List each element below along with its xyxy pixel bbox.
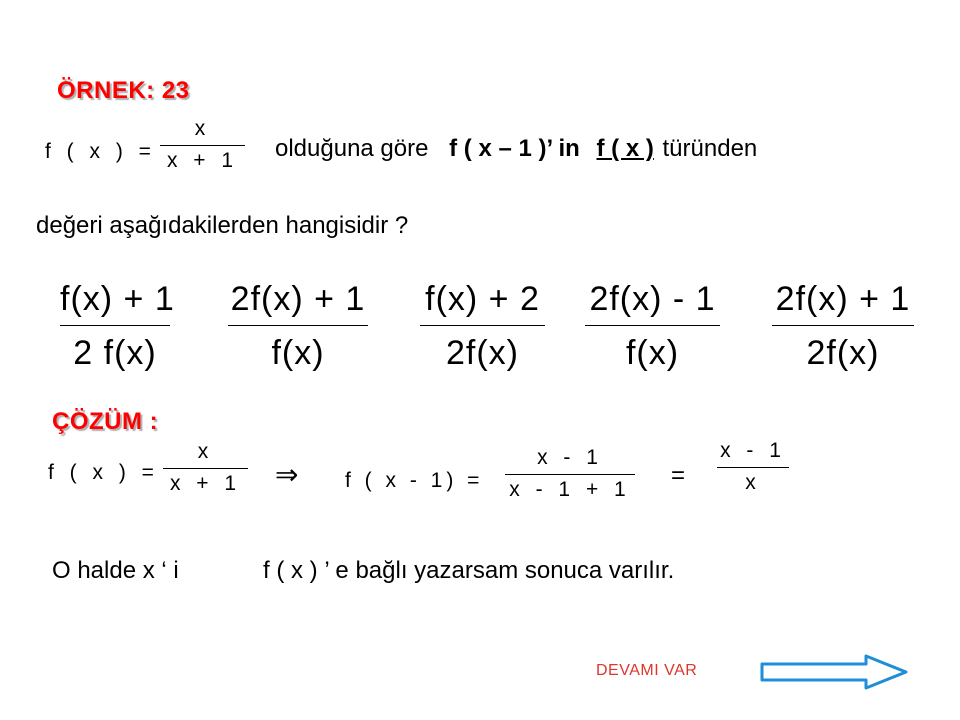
solution-heading: ÇÖZÜM : [52,408,159,435]
solution-frac2-numerator: x - 1 [537,446,603,469]
fraction-bar [505,474,635,475]
solution-frac3-numerator: x - 1 [720,439,786,462]
fraction-bar [228,325,368,326]
example-heading: ÖRNEK: 23 [57,77,190,104]
question-bold1: f ( x – 1 )’ in [449,135,580,162]
option-b [228,280,368,373]
fraction-bar [717,467,789,468]
solution-fraction2 [505,446,635,502]
equals-sign: = [671,462,686,489]
option-d-denominator: f(x) [625,334,680,372]
question-text1: olduğuna göre [275,135,429,162]
conclusion-part1: O halde x ‘ i [52,557,179,584]
option-d-numerator: 2f(x) - 1 [589,280,716,318]
fraction-bar [585,325,720,326]
fraction-bar [772,325,914,326]
continue-label: DEVAMI VAR [596,662,698,679]
fraction-bar [160,145,245,146]
fraction-bar [163,468,248,469]
question-lhs: f ( x ) = [45,140,156,163]
option-c-denominator: 2f(x) [446,334,519,372]
question-frac-numerator: x [194,117,211,140]
solution-frac2-denominator: x - 1 + 1 [509,478,631,501]
fraction-bar [60,325,170,326]
right-arrow-icon[interactable] [758,652,910,692]
option-e-denominator: 2f(x) [806,334,880,372]
option-c [420,280,545,373]
question-bold2: f ( x ) [596,135,654,162]
solution-fraction3 [717,439,789,495]
option-d [585,280,720,373]
solution-frac3-denominator: x [745,471,761,494]
option-e [772,280,914,373]
question-text-line2: değeri aşağıdakilerden hangisidir ? [36,212,409,239]
option-a-numerator: f(x) + 1 [60,280,175,318]
solution-frac1-denominator: x + 1 [169,472,242,495]
conclusion-part2: f ( x ) ’ e bağlı yazarsam sonuca varılır. [263,557,675,584]
question-fraction [160,117,245,173]
solution-lhs2: f ( x - 1) = [345,469,484,492]
option-c-numerator: f(x) + 2 [425,280,540,318]
fraction-bar [420,325,545,326]
option-e-numerator: 2f(x) + 1 [775,280,911,318]
implies-symbol: ⇒ [275,459,299,490]
solution-lhs1: f ( x ) = [48,461,159,484]
solution-frac1-numerator: x [197,440,214,463]
option-a-denominator: 2 f(x) [73,334,157,372]
option-a [60,280,175,373]
solution-fraction1 [163,440,248,496]
option-b-numerator: 2f(x) + 1 [230,280,366,318]
question-frac-denominator: x + 1 [166,149,239,172]
question-text-line1 [275,135,757,163]
option-b-denominator: f(x) [271,334,325,372]
question-text2: türünden [662,135,758,162]
